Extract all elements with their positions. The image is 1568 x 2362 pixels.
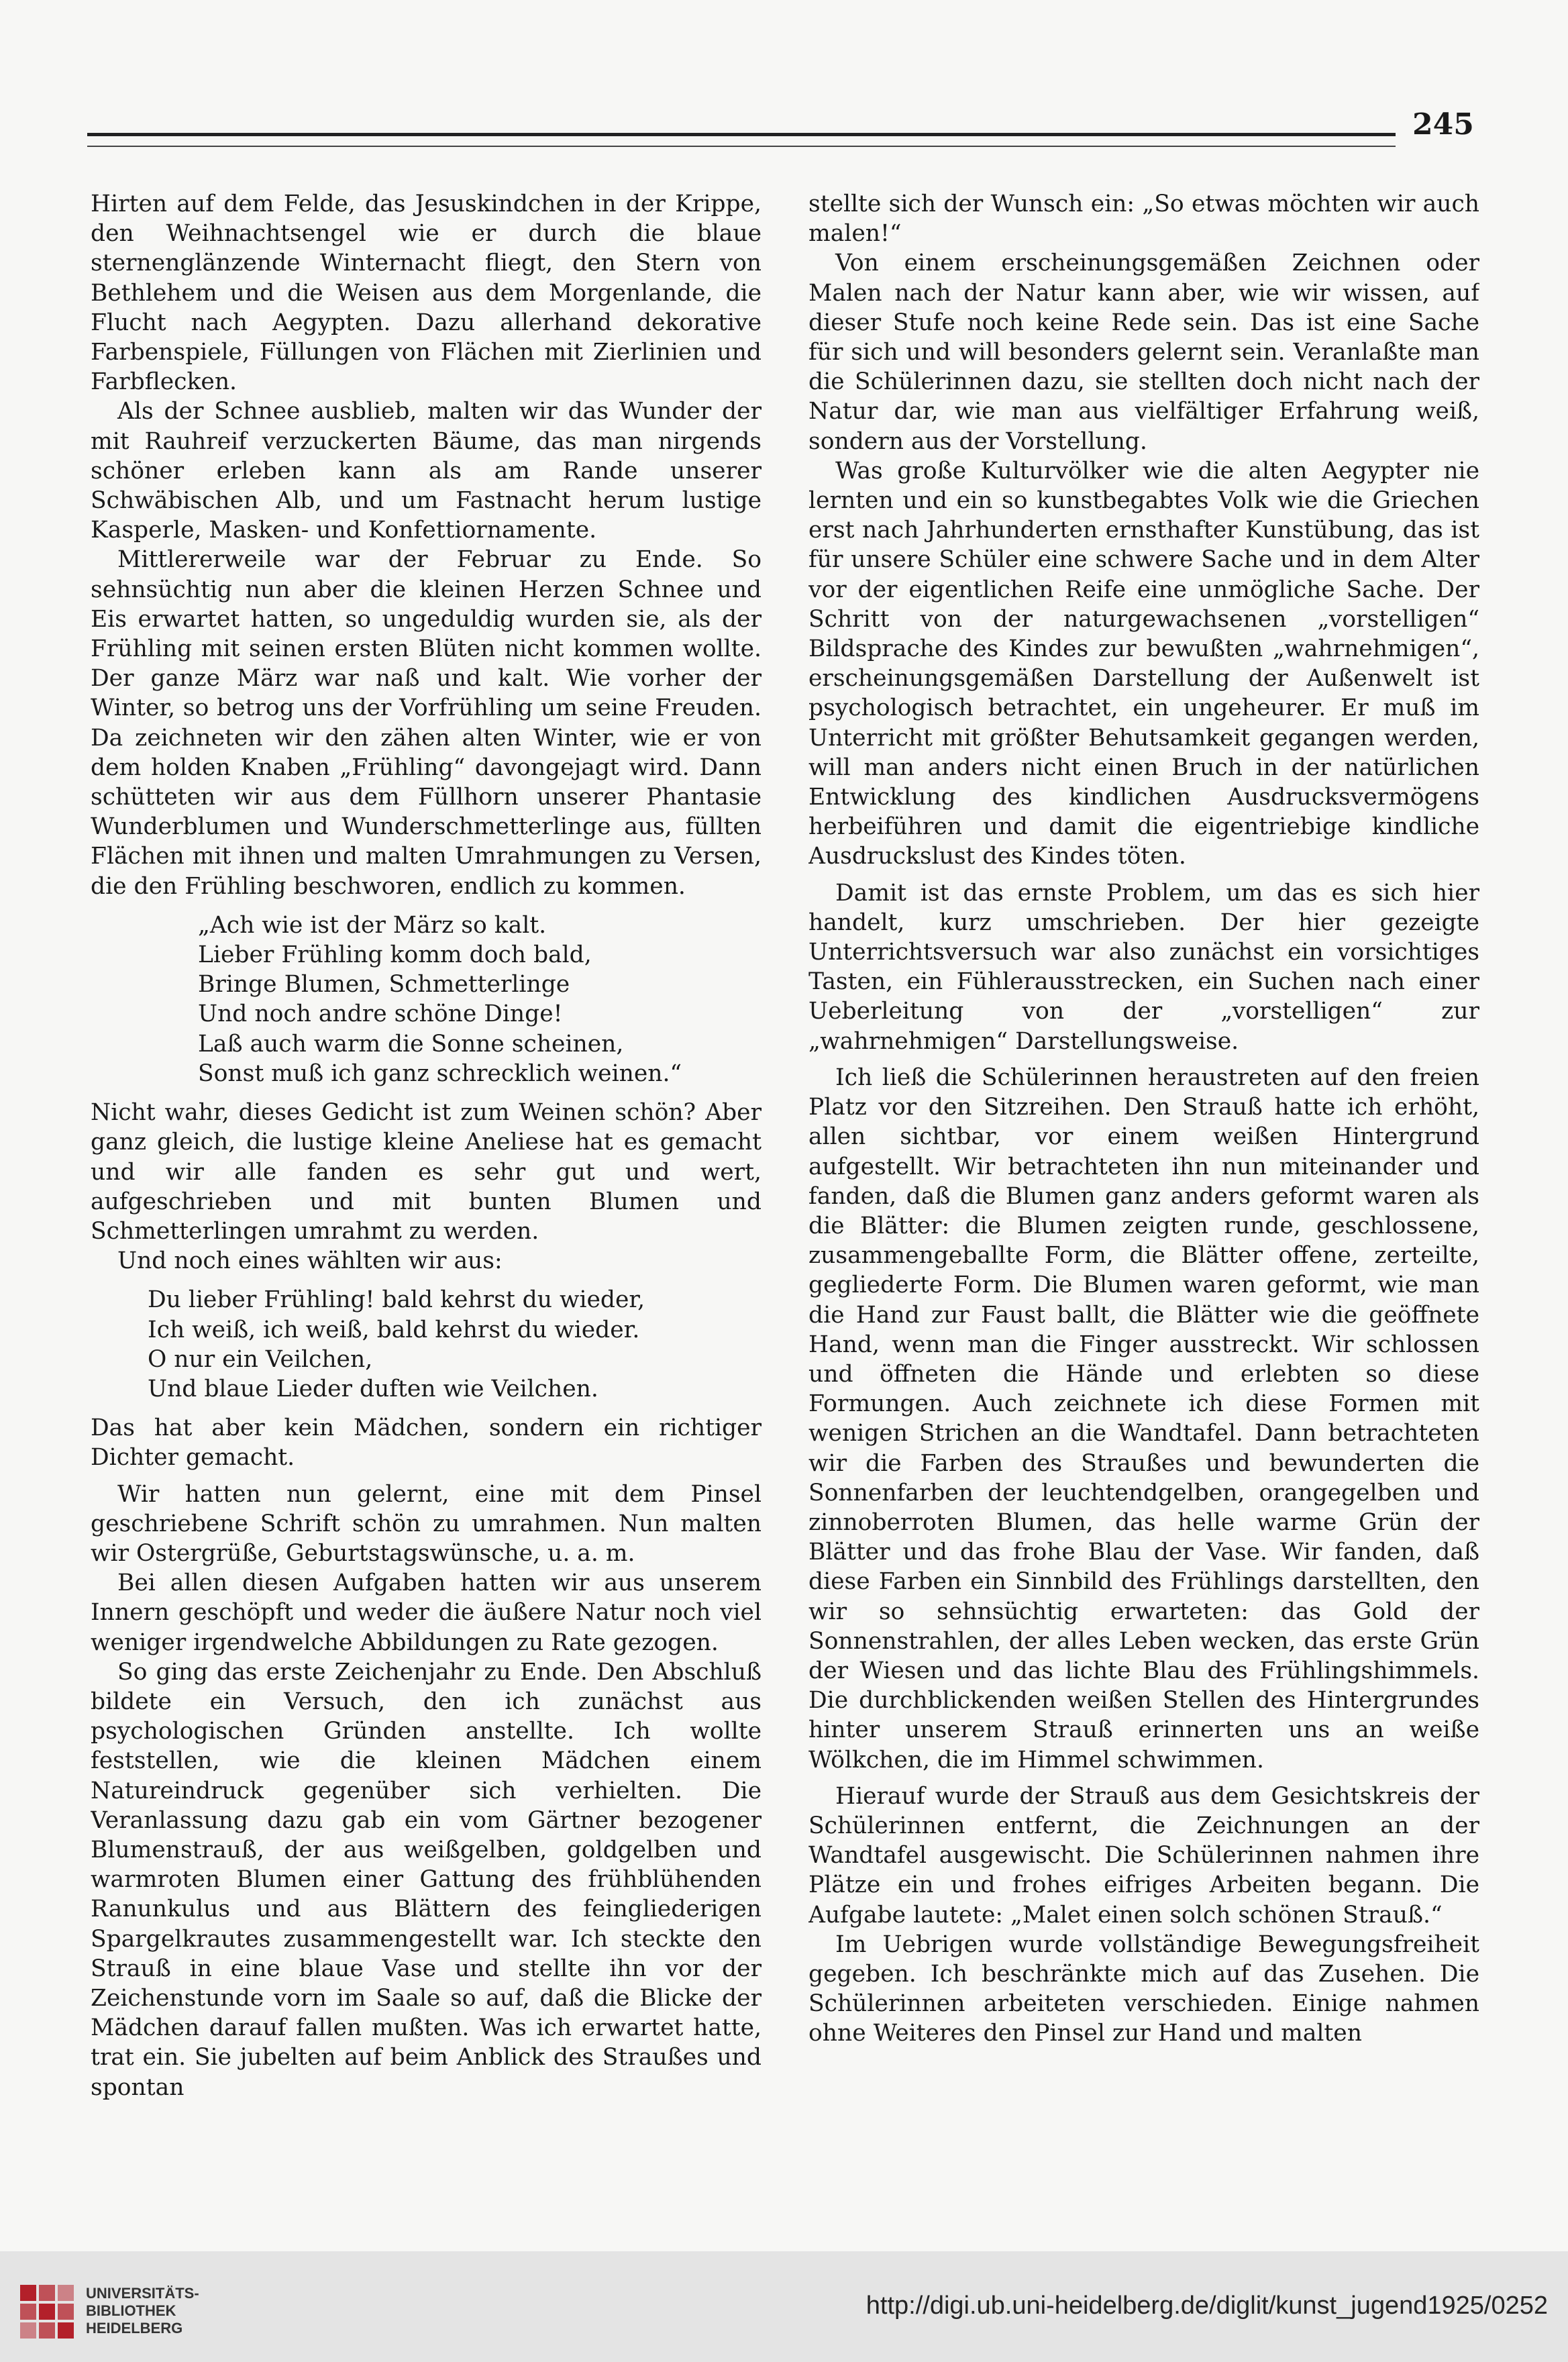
library-name (86, 2285, 199, 2337)
poem-line: Sonst muß ich ganz schrecklich weinen.“ (198, 1060, 682, 1087)
paragraph: Damit ist das ernste Problem, um das es sich hier handelt, kurz umschrieben. Der hier gezeigte Unterrichtsversuch war also zunächst ein vorsichtiges Tasten, ein Fühlerausstrecken, ein Suchen nach einer Ueberleitung von der „vorstelligen“ zur „wahrnehmigen“ Darstellungsweise. (808, 879, 1479, 1055)
paragraph: Das hat aber kein Mädchen, sondern ein richtiger Dichter gemacht. (91, 1415, 762, 1472)
paragraph: Nicht wahr, dieses Gedicht ist zum Weinen schön? Aber ganz gleich, die lustige kleine Aneliese hat es gemacht und wir alle fanden es sehr gut und wert, aufgeschrieben und mit bunten Blumen und Schmetterlingen umrahmt zu werden. (91, 1099, 762, 1245)
paragraph: Im Uebrigen wurde vollständige Bewegungsfreiheit gegeben. Ich beschränkte mich auf das Zusehen. Die Schülerinnen arbeiteten verschieden. Einige nahmen ohne Weiteres den Pinsel zur Hand und malten (808, 1931, 1479, 2047)
left-column (91, 189, 762, 2182)
paragraph: Und noch eines wählten wir aus: (117, 1247, 503, 1275)
paragraph: So ging das erste Zeichenjahr zu Ende. Den Abschluß bildete ein Versuch, den ich zunächst aus psychologischen Gründen anstellte. Ich wollte feststellen, wie die kleinen Mädchen einem Natureindruck gegenüber sich verhielten. Die Veranlassung dazu gab ein vom Gärtner bezogener Blumenstrauß, der aus weißgelben, goldgelben und warmroten Blumen einer Gattung des frühblühenden Ranunkulus und aus Blättern des feingliederigen Spargelkrautes zusammengestellt war. Ich steckte den Strauß in eine blaue Vase und stellte ihn vor der Zeichenstunde vorn im Saale so auf, daß die Blicke der Mädchen darauf fallen mußten. Was ich erwartet hatte, trat ein. Sie jubelten auf beim Anblick des Straußes und spontan (91, 1658, 762, 2101)
paragraph: Was große Kulturvölker wie die alten Aegypter nie lernten und ein so kunstbegabtes Volk wie die Griechen erst nach Jahrhunderten ernsthafter Kunstübung, das ist für unsere Schüler eine schwere Sache und in dem Alter vor der eigentlichen Reife eine unmögliche Sache. Der Schritt von der naturgewachsenen „vorstelligen“ Bildsprache des Kindes zur bewußten „wahrnehmigen“, erscheinungsgemäßen Darstellung der Außenwelt ist psychologisch betrachtet, ein ungeheurer. Er muß im Unterricht mit größter Behutsamkeit gegangen werden, will man anders nicht einen Bruch in der natürlichen Entwicklung des kindlichen Ausdrucksvermögens herbeiführen und damit die eigentriebige kindliche Ausdruckslust des Kindes töten. (808, 457, 1479, 870)
header-rule (87, 133, 1396, 147)
library-name-line: HEIDELBERG (86, 2320, 183, 2337)
right-column (808, 189, 1479, 2182)
poem-spring (198, 911, 762, 1088)
paragraph: Hierauf wurde der Strauß aus dem Gesichtskreis der Schülerinnen entfernt, die Zeichnungen an der Wandtafel ausgewischt. Die Schülerinnen nahmen ihre Plätze ein und frohes eifriges Arbeiten begann. Die Aufgabe lautete: „Malet einen solch schönen Strauß.“ (808, 1782, 1479, 1929)
poem-line: Und blaue Lieder duften wie Veilchen. (148, 1375, 598, 1402)
poem-line: O nur ein Veilchen, (148, 1345, 373, 1373)
library-name-line: BIBLIOTHEK (86, 2302, 176, 2319)
viewer-footer (0, 2251, 1568, 2362)
paragraph: Bei allen diesen Aufgaben hatten wir aus unserem Innern geschöpft und weder die äußere Natur noch viel weniger irgendwelche Abbildungen zu Rate gezogen. (91, 1570, 762, 1656)
paragraph: Wir hatten nun gelernt, eine mit dem Pinsel geschriebene Schrift schön zu umrahmen. Nun malten wir Ostergrüße, Geburtstagswünsche, u. a. m. (91, 1480, 762, 1567)
library-name-line: UNIVERSITÄTS- (86, 2285, 199, 2302)
paragraph: Hirten auf dem Felde, das Jesuskindchen in der Krippe, den Weihnachtsengel wie er durch die blaue sternenglänzende Winternacht fliegt, den Stern von Bethlehem und die Weisen aus dem Morgenlande, die Flucht nach Aegypten. Dazu allerhand dekorative Farbenspiele, Füllungen von Flächen mit Zierlinien und Farbflecken. (91, 191, 762, 396)
poem-violet (148, 1285, 762, 1404)
poem-line: Laß auch warm die Sonne scheinen, (198, 1030, 624, 1058)
poem-line: Und noch andre schöne Dinge! (198, 1000, 563, 1028)
poem-line: Ich weiß, ich weiß, bald kehrst du wieder. (148, 1316, 640, 1343)
poem-line: Du lieber Frühling! bald kehrst du wieder, (148, 1286, 645, 1314)
poem-line: Bringe Blumen, Schmetterlinge (198, 971, 570, 998)
paragraph: Von einem erscheinungsgemäßen Zeichnen oder Malen nach der Natur kann aber, wie wir wissen, auf dieser Stufe noch keine Rede sein. Das ist eine Sache für sich und will besonders gelernt sein. Veranlaßte man die Schülerinnen dazu, sie stellten doch nicht nach der Natur dar, wie man aus vielfältiger Erfahrung weiß, sondern aus der Vorstellung. (808, 250, 1479, 455)
paragraph: Ich ließ die Schülerinnen heraustreten auf den freien Platz vor den Sitzreihen. Den Strauß hatte ich erhöht, allen sichtbar, vor einem weißen Hintergrund aufgestellt. Wir betrachteten ihn nun miteinander und fanden, daß die Blumen ganz anders geformt waren als die Blätter: die Blumen zeigten runde, geschlossene, zusammengeballte Form, die Blätter offene, zerteilte, gegliederte Form. Die Blumen waren geformt, wie man die Hand zur Faust ballt, die Blätter wie die geöffnete Hand, wenn man die Finger ausstreckt. Wir schlossen und öffneten die Hände und erlebten so diese Formungen. Auch zeichnete ich diese Formen mit wenigen Strichen an die Wandtafel. Dann betrachteten wir die Farben des Straußes und bewunderten die Sonnenfarben der leuchtendgelben, orangegelben und zinnoberroten Blumen, das helle warme Grün der Blätter und das frohe Blau der Vase. Wir fanden, daß diese Farben ein Sinnbild des Frühlings darstellten, den wir so sehnsüchtig erwarteten: das Gold der Sonnenstrahlen, der alles Leben wecken, das erste Grün der Wiesen und das lichte Blau des Frühlingshimmels. Die durchblickenden weißen Stellen des Hintergrundes hinter unserem Strauß erinnerten uns an weiße Wölkchen, die im Himmel schwimmen. (808, 1064, 1479, 1774)
paragraph: stellte sich der Wunsch ein: „So etwas möchten wir auch malen!“ (808, 191, 1479, 248)
poem-line: „Ach wie ist der März so kalt. (198, 911, 547, 939)
university-library-logo-icon (19, 2283, 75, 2340)
paragraph: Mittlererweile war der Februar zu Ende. So sehnsüchtig nun aber die kleinen Herzen Schnee und Eis erwartet hatten, so ungeduldig wurden sie, als der Frühling mit seinen ersten Blüten nicht kommen wollte. Der ganze März war naß und kalt. Wie vorher der Winter, so betrog uns der Vorfrühling um seine Freuden. Da zeichneten wir den zähen alten Winter, wie er von dem holden Knaben „Frühling“ davongejagt wird. Dann schütteten wir aus dem Füllhorn unserer Phantasie Wunderblumen und Wunderschmetterlinge aus, füllten Flächen mit ihnen und malten Umrahmungen zu Versen, die den Frühling beschworen, endlich zu kommen. (91, 546, 762, 900)
page-number: 245 (1412, 107, 1474, 142)
paragraph: Als der Schnee ausblieb, malten wir das Wunder der mit Rauhreif verzuckerten Bäume, das man nirgends schöner erleben kann als am Rande unserer Schwäbischen Alb, und um Fastnacht herum lustige Kasperle, Masken- und Konfettiornamente. (91, 398, 762, 544)
permalink-url[interactable]: http://digi.ub.uni-heidelberg.de/diglit/kunst_jugend1925/0252 (866, 2292, 1548, 2320)
poem-line: Lieber Frühling komm doch bald, (198, 941, 592, 969)
